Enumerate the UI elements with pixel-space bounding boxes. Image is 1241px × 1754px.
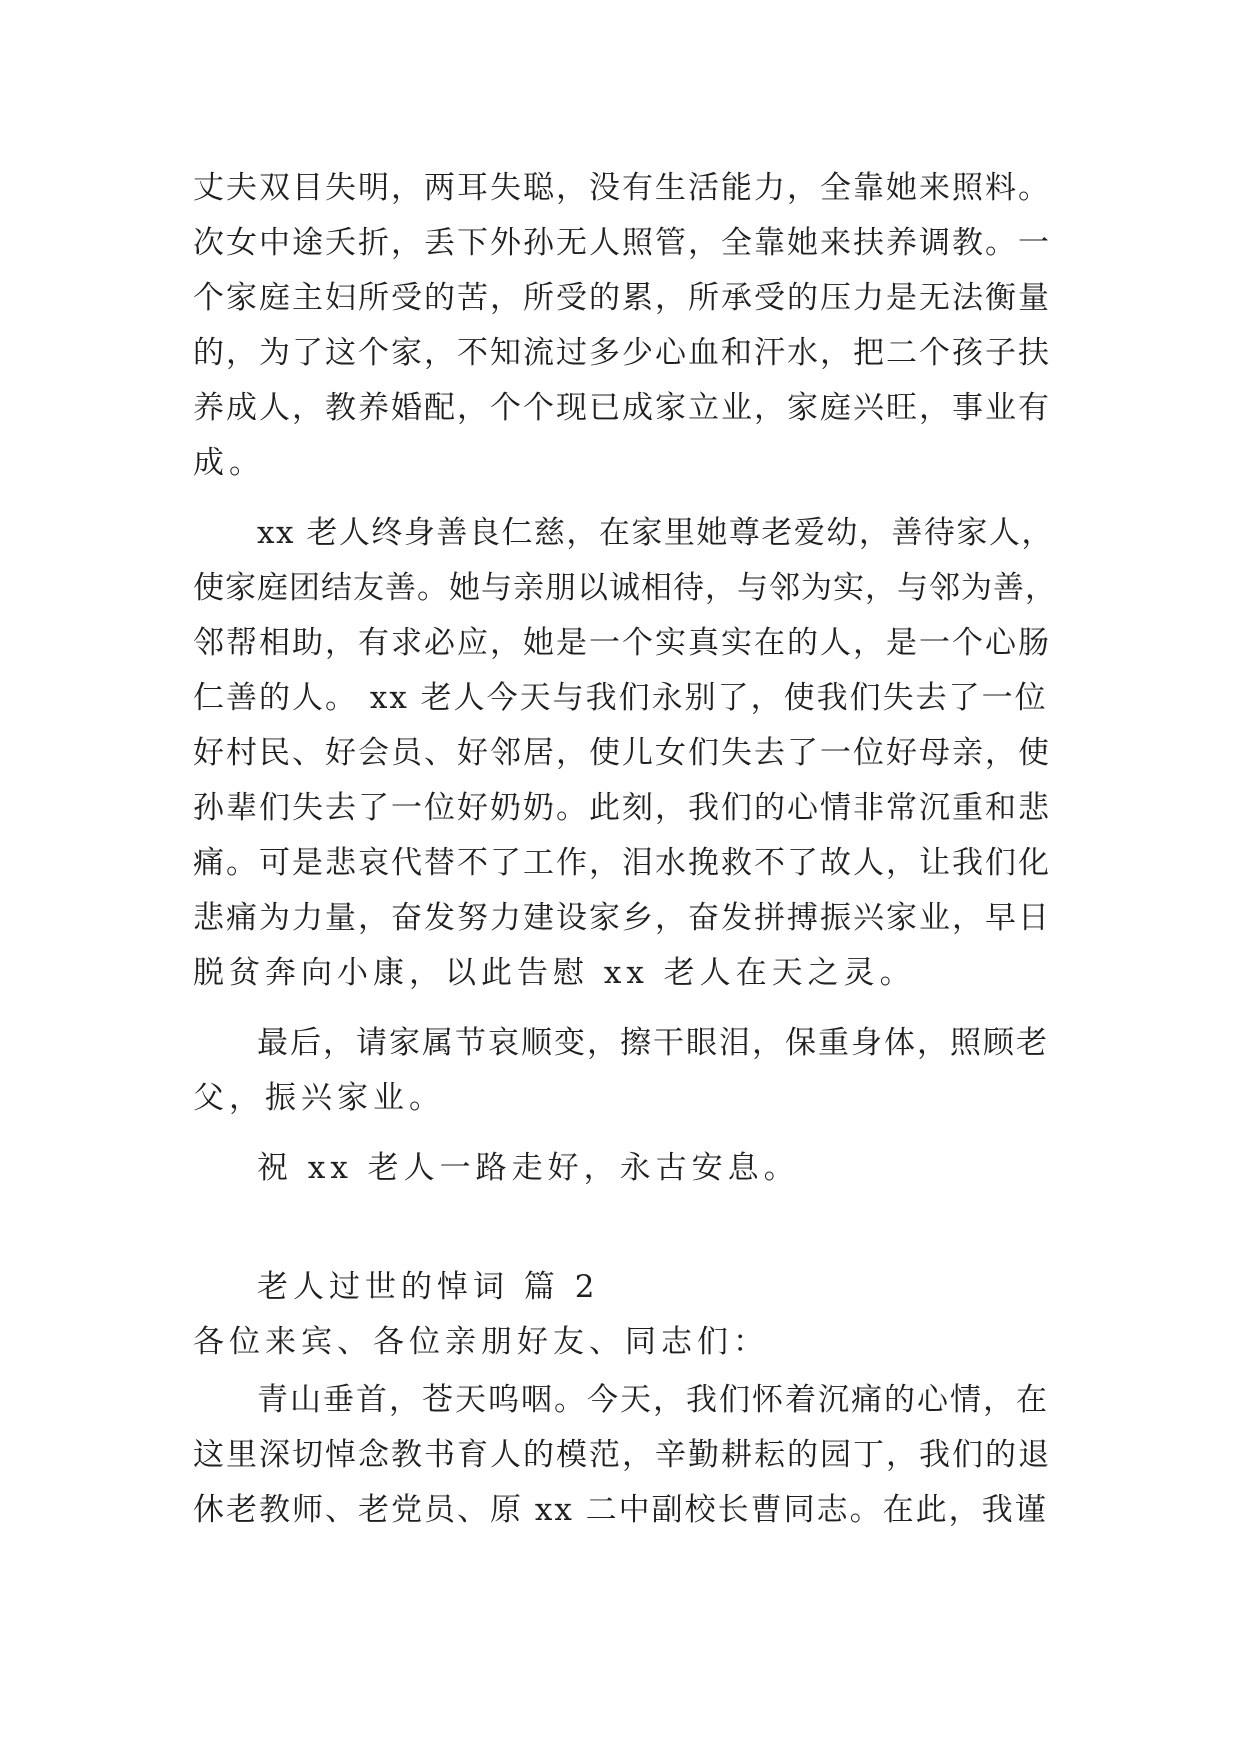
text-line: xx 老人终身善良仁慈，在家里她尊老爱幼，善待家人， [257,515,1054,551]
text-line: 痛。可是悲哀代替不了工作，泪水挽救不了故人，让我们化 [193,845,1051,881]
text-line: 好村民、好会员、好邻居，使儿女们失去了一位好母亲，使 [193,735,1051,771]
text-line: 的，为了这个家，不知流过多少心血和汗水，把二个孩子扶 [193,335,1051,371]
text-line: 个家庭主妇所受的苦，所受的累，所承受的压力是无法衡量 [193,280,1051,316]
text-line: 丈夫双目失明，两耳失聪，没有生活能力，全靠她来照料。 [193,170,1051,206]
section-heading: 老人过世的悼词 篇 2 [257,1269,600,1305]
text-line: 孙辈们失去了一位好奶奶。此刻，我们的心情非常沉重和悲 [193,790,1051,826]
text-line: 最后，请家属节哀顺变，擦干眼泪，保重身体，照顾老 [257,1025,1049,1061]
text-line: 这里深切悼念教书育人的模范，辛勤耕耘的园丁，我们的退 [193,1437,1051,1473]
salutation: 各位来宾、各位亲朋好友、同志们： [193,1324,769,1360]
text-line: 父，振兴家业。 [193,1080,445,1116]
text-line: 青山垂首，苍天呜咽。今天，我们怀着沉痛的心情，在 [257,1382,1049,1418]
text-line: 使家庭团结友善。她与亲朋以诚相待，与邻为实，与邻为善， [193,570,1057,606]
text-line: 养成人，教养婚配，个个现已成家立业，家庭兴旺，事业有 [193,390,1051,426]
text-line: 祝 xx 老人一路走好，永古安息。 [257,1150,800,1186]
text-line: 仁善的人。 xx 老人今天与我们永别了，使我们失去了一位 [193,680,1048,716]
text-line: 次女中途夭折，丢下外孙无人照管，全靠她来扶养调教。一 [193,225,1051,261]
text-line: 休老教师、老党员、原 xx 二中副校长曹同志。在此，我谨 [193,1492,1048,1528]
text-line: 悲痛为力量，奋发努力建设家乡，奋发拼搏振兴家业，早日 [193,900,1051,936]
text-line: 脱贫奔向小康，以此告慰 xx 老人在天之灵。 [193,955,916,991]
text-line: 成。 [193,445,265,481]
text-line: 邻帮相助，有求必应，她是一个实真实在的人，是一个心肠 [193,625,1051,661]
